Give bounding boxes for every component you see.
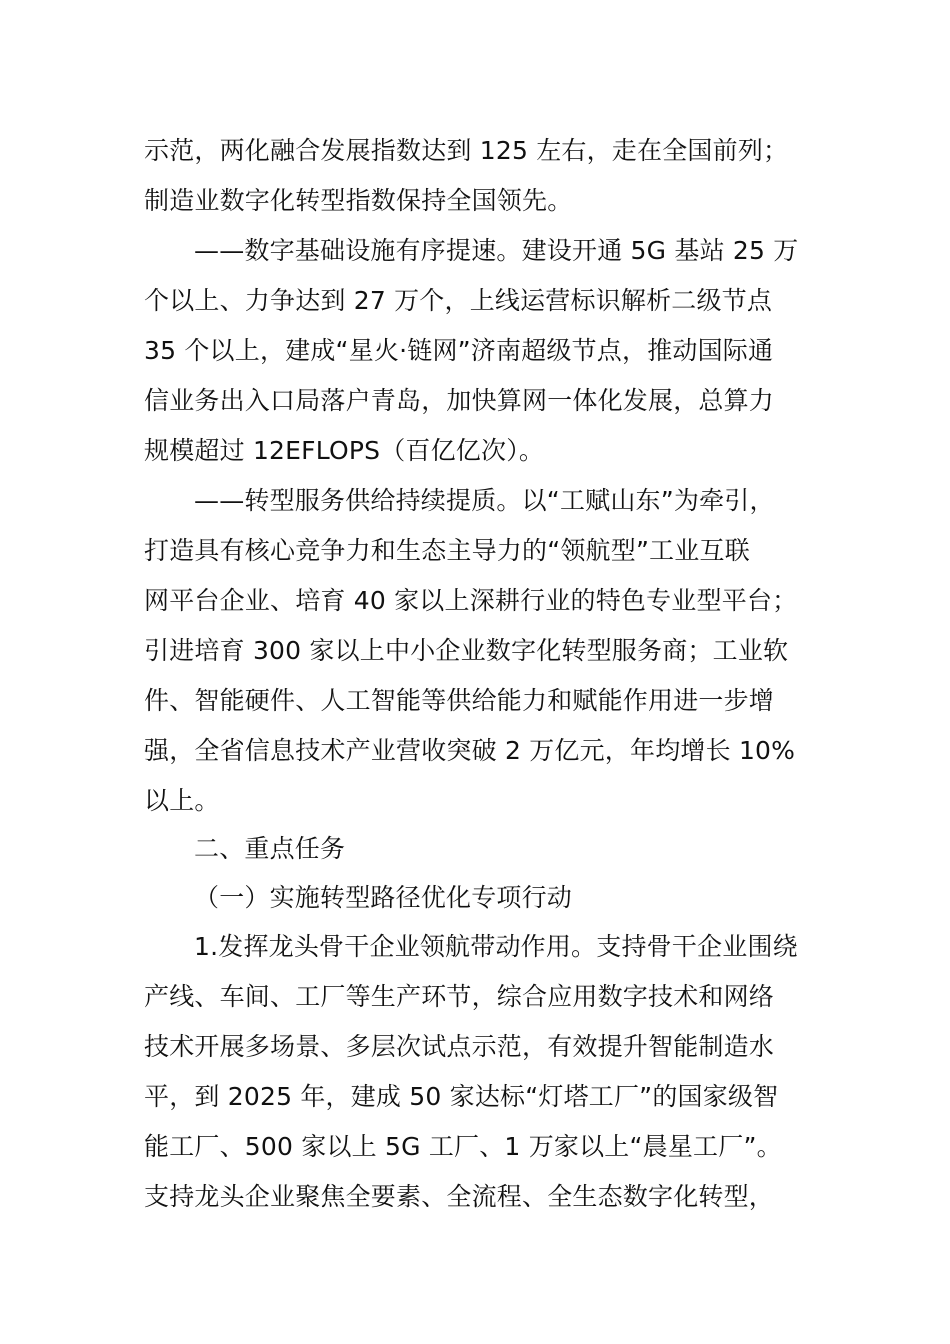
text-line: 信业务出入口局落户青岛，加快算网一体化发展，总算力 xyxy=(144,386,775,415)
text-line: 规模超过 12EFLOPS（百亿亿次）。 xyxy=(144,436,545,465)
paragraph-start: 1.发挥龙头骨干企业领航带动作用。支持骨干企业围绕 xyxy=(194,932,798,961)
paragraph-start: ——转型服务供给持续提质。以“工赋山东”为牵引， xyxy=(194,486,775,515)
text-line: 个以上、力争达到 27 万个，上线运营标识解析二级节点 xyxy=(144,286,773,315)
text-line: 技术开展多场景、多层次试点示范，有效提升智能制造水 xyxy=(144,1032,775,1061)
text-line: 引进培育 300 家以上中小企业数字化转型服务商；工业软 xyxy=(144,636,789,665)
text-line: 支持龙头企业聚焦全要素、全流程、全生态数字化转型， xyxy=(144,1182,775,1211)
section-heading: 二、重点任务 xyxy=(194,834,346,863)
text-line: 35 个以上，建成“星火·链网”济南超级节点，推动国际通 xyxy=(144,336,774,365)
subsection-heading: （一）实施转型路径优化专项行动 xyxy=(194,883,573,912)
text-line: 以上。 xyxy=(144,786,220,815)
text-line: 网平台企业、培育 40 家以上深耕行业的特色专业型平台； xyxy=(144,586,798,615)
text-line: 制造业数字化转型指数保持全国领先。 xyxy=(144,186,573,215)
text-line: 能工厂、500 家以上 5G 工厂、1 万家以上“晨星工厂”。 xyxy=(144,1132,782,1161)
text-line: 平，到 2025 年，建成 50 家达标“灯塔工厂”的国家级智 xyxy=(144,1082,779,1111)
paragraph-start: ——数字基础设施有序提速。建设开通 5G 基站 25 万 xyxy=(194,236,799,265)
text-line: 强，全省信息技术产业营收突破 2 万亿元，年均增长 10% xyxy=(144,736,796,765)
text-line: 打造具有核心竞争力和生态主导力的“领航型”工业互联 xyxy=(144,536,750,565)
text-line: 产线、车间、工厂等生产环节，综合应用数字技术和网络 xyxy=(144,982,775,1011)
text-line: 示范，两化融合发展指数达到 125 左右，走在全国前列； xyxy=(144,136,789,165)
text-line: 件、智能硬件、人工智能等供给能力和赋能作用进一步增 xyxy=(144,686,775,715)
